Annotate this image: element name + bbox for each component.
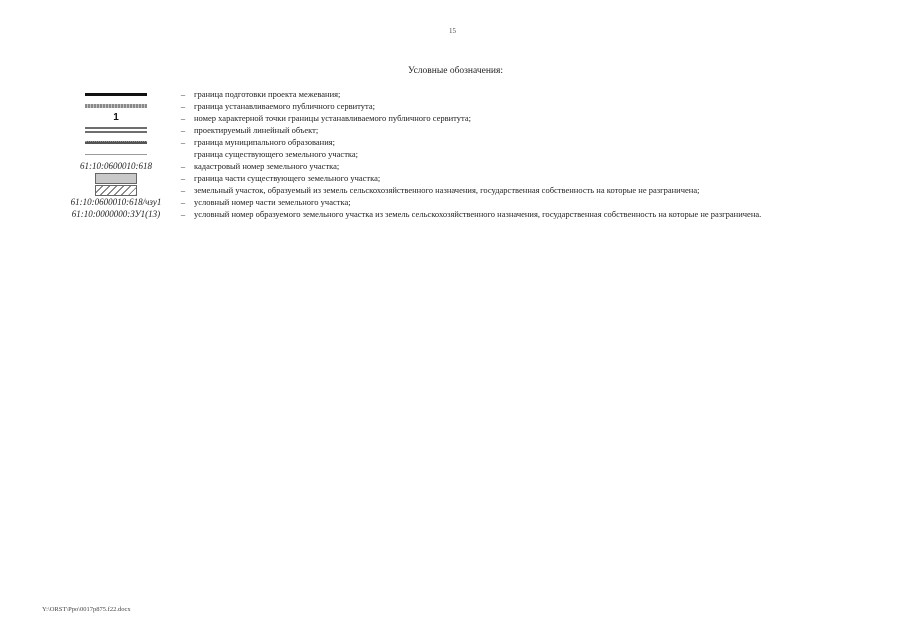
legend-item-municipal-boundary xyxy=(58,136,848,148)
part-code: 61:10:0600010:618/чзу1 xyxy=(70,197,162,207)
legend-description: граница части существующего земельного участка; xyxy=(194,172,381,183)
legend-item-existing-parcel xyxy=(58,148,848,160)
legend-item-characteristic-point xyxy=(58,112,848,124)
legend-symbol xyxy=(58,148,174,160)
legend-dash: – xyxy=(180,161,186,171)
double-line-icon xyxy=(85,127,147,133)
legend-item-formed-parcel-number xyxy=(58,208,848,220)
legend-symbol xyxy=(58,112,174,124)
point-number-icon: 1 xyxy=(113,112,119,123)
legend-item-formed-parcel xyxy=(58,184,848,196)
legend-dash: – xyxy=(180,113,186,123)
legend-dash: – xyxy=(180,89,186,99)
legend-description: граница существующего земельного участка; xyxy=(194,148,359,159)
legend-dash: – xyxy=(180,209,186,219)
legend-description: граница подготовки проекта межевания; xyxy=(194,88,341,99)
legend-symbol xyxy=(58,88,174,100)
legend-item-servitude-boundary xyxy=(58,100,848,112)
thick-line-icon xyxy=(85,93,147,96)
legend xyxy=(58,88,848,220)
page-number: 15 xyxy=(449,27,456,35)
legend-item-part-number xyxy=(58,196,848,208)
file-path-footer: Y:\ORST\Ppo\0017p875.f22.docx xyxy=(42,606,131,613)
legend-dash: – xyxy=(180,173,186,183)
legend-item-project-boundary xyxy=(58,88,848,100)
formed-parcel-code: 61:10:0000000:ЗУ1(13) xyxy=(71,209,161,219)
legend-dash: – xyxy=(180,125,186,135)
legend-symbol xyxy=(58,184,174,196)
thin-line-icon xyxy=(85,154,147,155)
legend-description: условный номер образуемого земельного участка из земель сельскохозяйственного назначения, государственная собственность на которые не разграничена. xyxy=(194,208,762,219)
legend-symbol xyxy=(58,136,174,148)
municipal-line-icon xyxy=(85,141,147,144)
cadastral-code: 61:10:0600010:618 xyxy=(80,161,152,171)
legend-description: граница устанавливаемого публичного сервитута; xyxy=(194,100,375,111)
legend-description: кадастровый номер земельного участка; xyxy=(194,160,340,171)
legend-dash: – xyxy=(180,197,186,207)
legend-description: номер характерной точки границы устанавливаемого публичного сервитута; xyxy=(194,112,471,123)
legend-dash: – xyxy=(180,101,186,111)
legend-description: условный номер части земельного участка; xyxy=(194,196,351,207)
servitude-line-icon xyxy=(85,104,147,108)
legend-item-parcel-part xyxy=(58,172,848,184)
legend-symbol xyxy=(58,100,174,112)
legend-dash: – xyxy=(180,185,186,195)
legend-symbol xyxy=(58,172,174,184)
dotted-box-icon xyxy=(95,173,137,184)
legend-description: граница муниципального образования; xyxy=(194,136,336,147)
legend-item-linear-object xyxy=(58,124,848,136)
legend-item-cadastral-number xyxy=(58,160,848,172)
legend-dash xyxy=(174,148,192,160)
legend-description: проектируемый линейный объект; xyxy=(194,124,319,135)
hatched-box-icon xyxy=(95,185,137,196)
legend-title: Условные обозначения: xyxy=(407,66,503,76)
legend-symbol xyxy=(58,124,174,136)
legend-description: земельный участок, образуемый из земель сельскохозяйственного назначения, государственная собственность на которые не разграничена; xyxy=(194,184,700,195)
legend-dash: – xyxy=(180,137,186,147)
